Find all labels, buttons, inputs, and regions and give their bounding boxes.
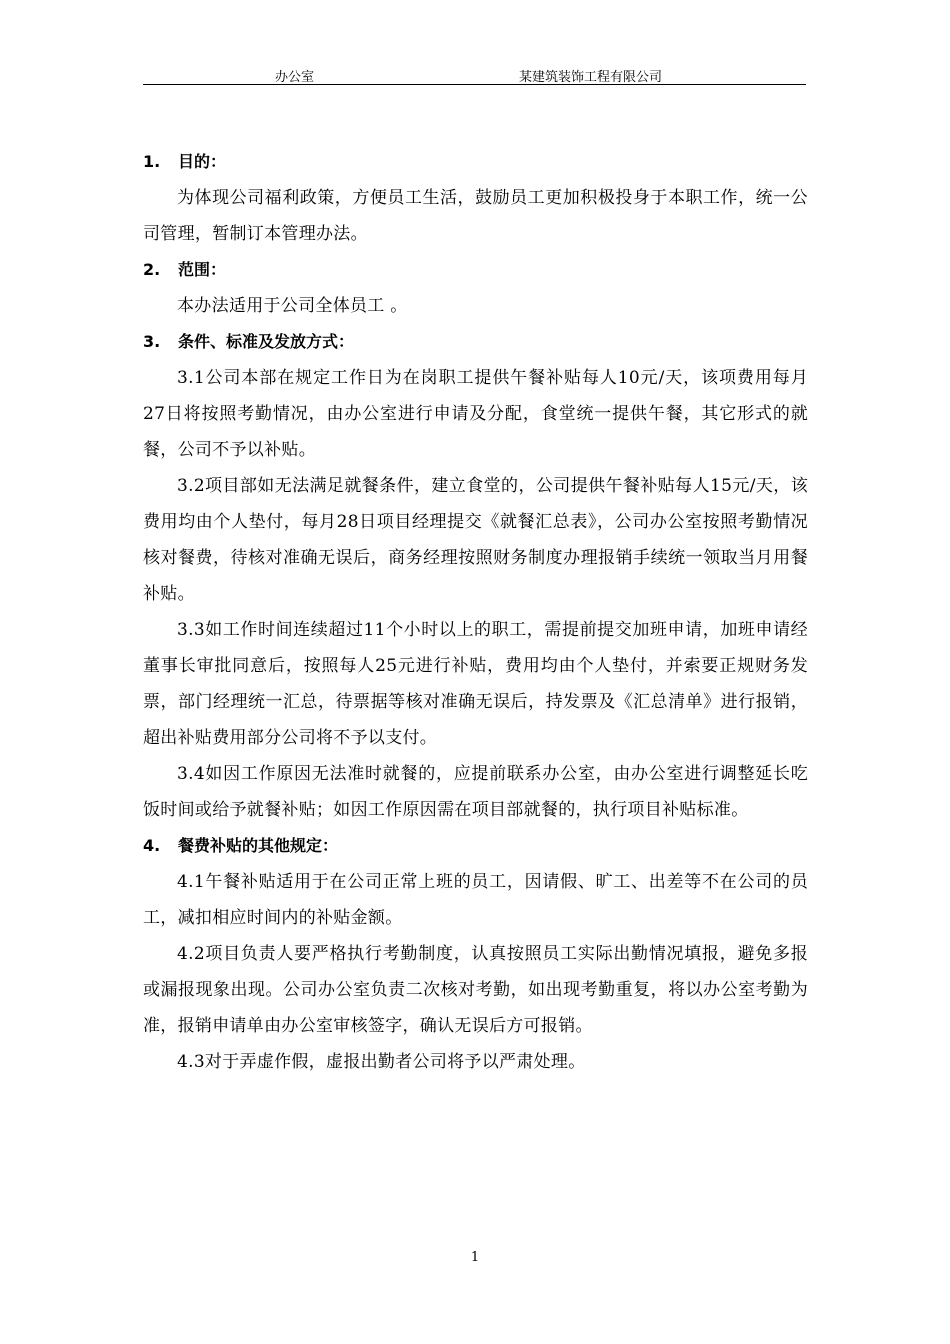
document-body: [143, 144, 808, 1080]
section-number: 1.: [143, 152, 161, 171]
section-heading: [143, 828, 808, 864]
paragraph: 4.3对于弄虚作假，虚报出勤者公司将予以严肃处理。: [177, 1052, 586, 1072]
header-company: 某建筑装饰工程有限公司: [519, 70, 663, 85]
paragraph: 3.1公司本部在规定工作日为在岗职工提供午餐补贴每人10元/天，该项费用每月27日将按照考勤情况，由办公室进行申请及分配，食堂统一提供午餐，其它形式的就餐，公司不予以补贴。: [143, 368, 808, 460]
section-heading: [143, 324, 808, 360]
paragraph: 3.4如因工作原因无法准时就餐的，应提前联系办公室，由办公室进行调整延长吃饭时间或给予就餐补贴；如因工作原因需在项目部就餐的，执行项目补贴标准。: [143, 764, 808, 820]
page-number: 1: [470, 1250, 480, 1265]
paragraph: 4.1午餐补贴适用于在公司正常上班的员工，因请假、旷工、出差等不在公司的员工，减扣相应时间内的补贴金额。: [143, 872, 808, 928]
section-number: 4.: [143, 836, 161, 855]
section-title: 范围：: [178, 260, 227, 279]
section-number: 2.: [143, 260, 161, 279]
paragraph: 为体现公司福利政策，方便员工生活，鼓励员工更加积极投身于本职工作，统一公司管理，暂制订本管理办法。: [143, 188, 808, 244]
paragraph: 3.3如工作时间连续超过11个小时以上的职工，需提前提交加班申请，加班申请经董事长审批同意后，按照每人25元进行补贴，费用均由个人垫付，并索要正规财务发票，部门经理统一汇总，待票据等核对准确无误后，持发票及《汇总清单》进行报销，超出补贴费用部分公司将不予以支付。: [143, 620, 808, 748]
header-department: 办公室: [275, 70, 315, 85]
section-title: 餐费补贴的其他规定：: [178, 836, 339, 855]
section-heading: [143, 144, 808, 180]
section-number: 3.: [143, 332, 161, 351]
section-title: 条件、标准及发放方式：: [178, 332, 355, 351]
paragraph: 4.2项目负责人要严格执行考勤制度，认真按照员工实际出勤情况填报，避免多报或漏报现象出现。公司办公室负责二次核对考勤，如出现考勤重复，将以办公室考勤为准，报销申请单由办公室审核签字，确认无误后方可报销。: [143, 944, 808, 1036]
section-heading: [143, 252, 808, 288]
section-title: 目的：: [178, 152, 227, 171]
page-header: [143, 64, 806, 85]
paragraph: 本办法适用于公司全体员工 。: [177, 296, 408, 316]
paragraph: 3.2项目部如无法满足就餐条件，建立食堂的，公司提供午餐补贴每人15元/天，该费用均由个人垫付，每月28日项目经理提交《就餐汇总表》，公司办公室按照考勤情况核对餐费，待核对准确无误后，商务经理按照财务制度办理报销手续统一领取当月用餐补贴。: [143, 476, 808, 604]
